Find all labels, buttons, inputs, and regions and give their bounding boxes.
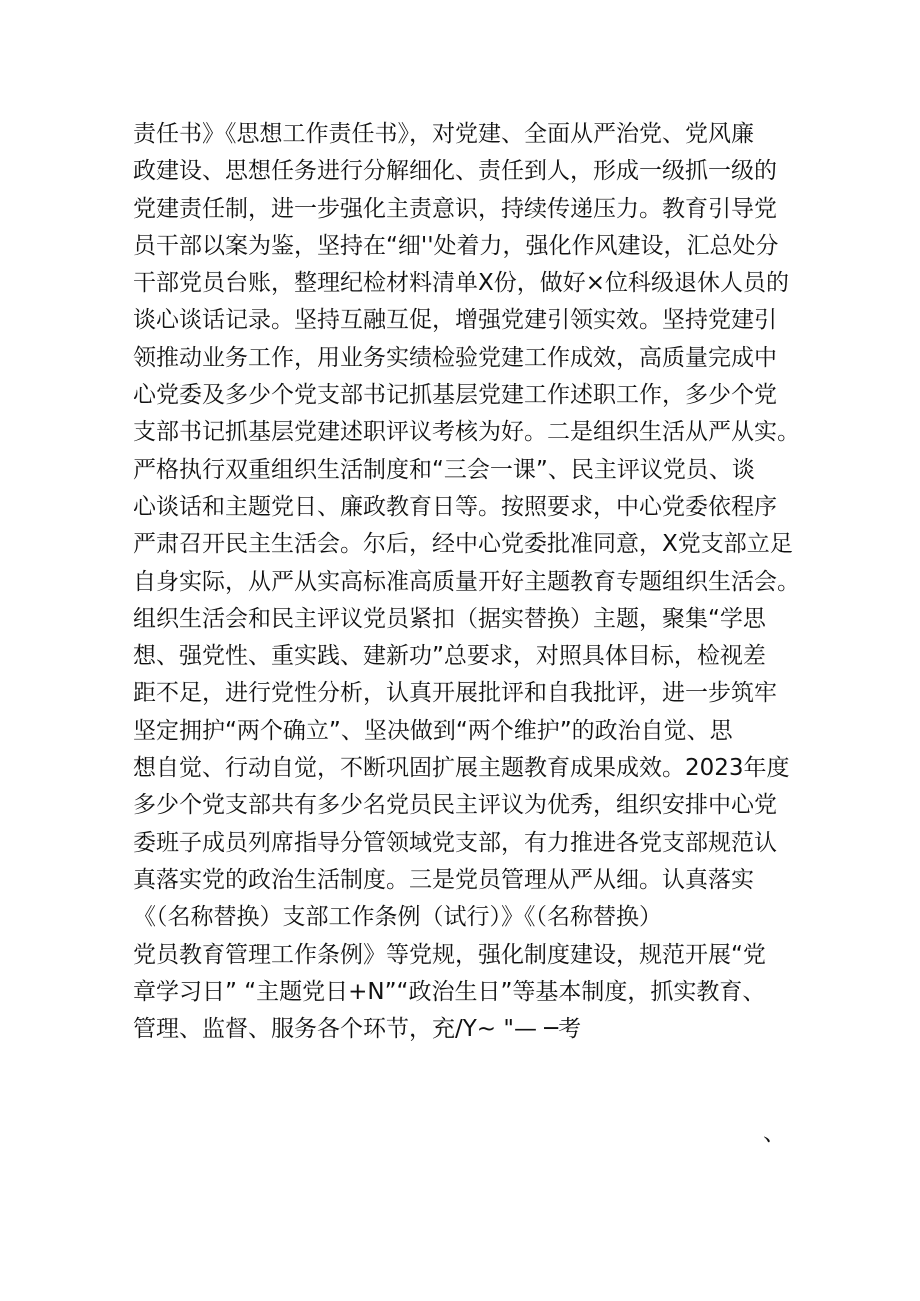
text-line: 干部党员台账，整理纪检材料清单X份，做好×位科级退休人员的 [133,270,790,297]
text-line: 章学习日” “主题党日+N”“政治生日”等基本制度，抓实教育、 [133,978,766,1005]
text-line: 想自觉、行动自觉，不断巩固扩展主题教育成果成效。2023年度 [133,755,790,782]
text-line: 责任书》《思想工作责任书》，对党建、全面从严治党、党风廉 [133,121,754,147]
text-line: 心党委及多少个党支部书记抓基层党建工作述职工作，多少个党 [133,382,777,409]
text-line: 严肃召开民主生活会。尔后，经中心党委批准同意，X党支部立足 [133,531,793,558]
text-line: 心谈话和主题党日、廉政教育日等。按照要求，中心党委依程序 [133,493,777,520]
text-line: 《（名称替换）支部工作条例（试行）》《（名称替换） [133,904,662,931]
text-line: 党员教育管理工作条例》等党规，强化制度建设，规范开展“党 [133,941,766,968]
text-line: 想、强党性、重实践、建新功”总要求，对照具体目标，检视差 [133,643,766,670]
text-line: 党建责任制，进一步强化主责意识，持续传递压力。教育引导党 [133,195,777,222]
text-line: 管理、监督、服务各个环节，充/Y~ "— ─考 [133,1016,582,1043]
text-line: 自身实际，从严从实高标准高质量开好主题教育专题组织生活会。 [133,568,800,595]
text-line: 政建设、思想任务进行分解细化、责任到人，形成一级抓一级的 [133,158,777,185]
stray-mark: 、 [763,1120,786,1146]
text-line: 员干部以案为鉴，坚持在“细''处着力，强化作风建设，汇总处分 [133,232,779,259]
text-line: 支部书记抓基层党建述职评议考核为好。二是组织生活从严从实。 [133,419,800,446]
body-text [133,116,803,1048]
text-line: 领推动业务工作，用业务实绩检验党建工作成效，高质量完成中 [133,344,777,371]
text-line: 谈心谈话记录。坚持互融互促，增强党建引领实效。坚持党建引 [133,307,777,334]
text-line: 组织生活会和民主评议党员紧扣（据实替换）主题，聚集“学思 [133,605,766,632]
text-line: 严格执行双重组织生活制度和“三会一课”、民主评议党员、谈 [133,456,755,483]
text-line: 坚定拥护“两个确立”、坚决做到“两个维护”的政治自觉、思 [133,717,733,744]
text-line: 多少个党支部共有多少名党员民主评议为优秀，组织安排中心党 [133,792,777,819]
text-line: 距不足，进行党性分析，认真开展批评和自我批评，进一步筑牢 [133,680,777,707]
text-line: 真落实党的政治生活制度。三是党员管理从严从细。认真落实 [133,866,754,893]
text-line: 委班子成员列席指导分管领域党支部，有力推进各党支部规范认 [133,829,777,856]
